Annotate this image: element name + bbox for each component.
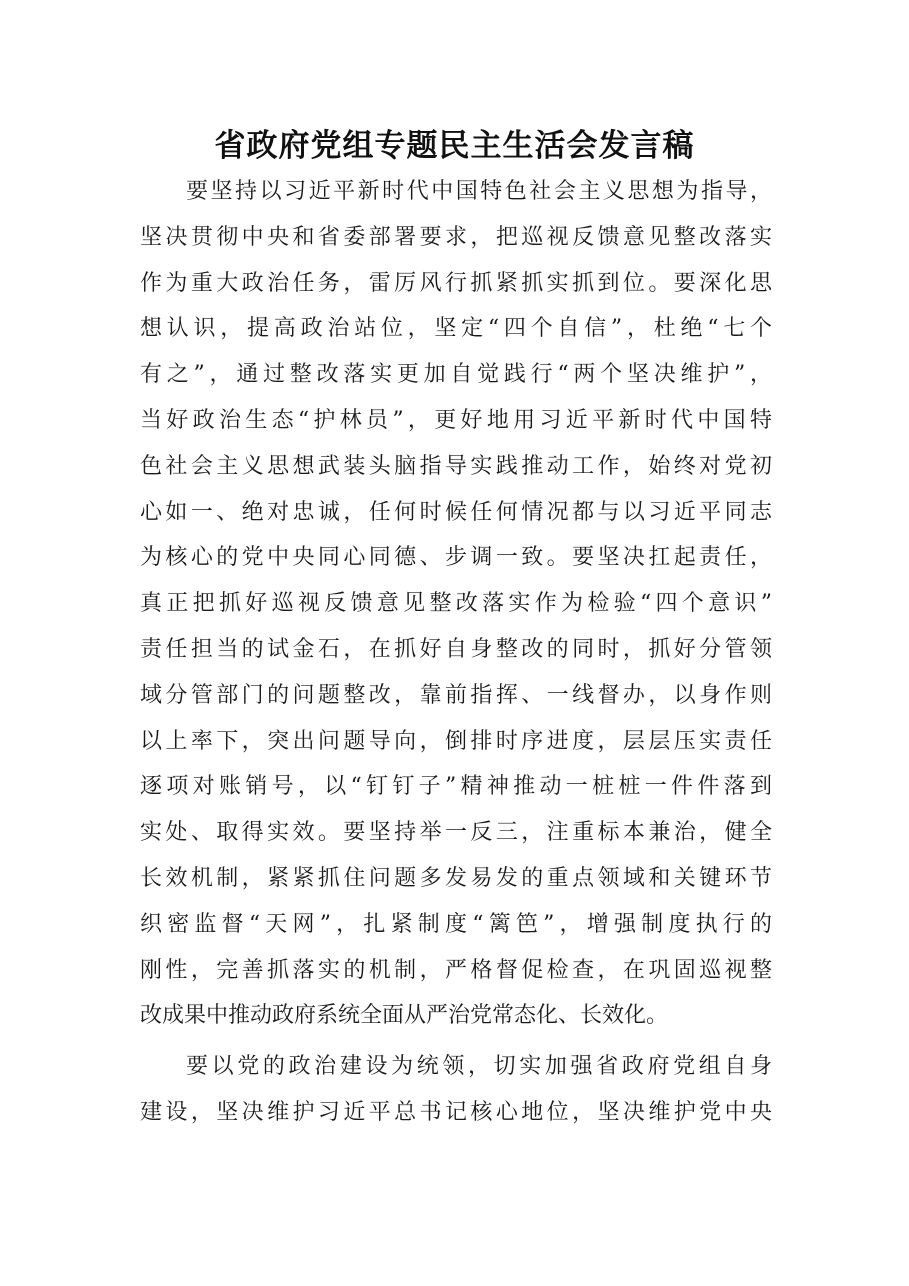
text-line: 色社会主义思想武装头脑指导实践推动工作，始终对党初 — [140, 453, 772, 479]
text-line: 逐项对账销号，以“钉钉子”精神推动一桩桩一件件落到 — [140, 774, 772, 800]
text-line: 实处、取得实效。要坚持举一反三，注重标本兼治，健全 — [140, 820, 772, 846]
text-line: 以上率下，突出问题导向，倒排时序进度，层层压实责任 — [140, 728, 772, 754]
text-line: 有之”，通过整改落实更加自觉践行“两个坚决维护”， — [140, 362, 772, 388]
text-line: 责任担当的试金石，在抓好自身整改的同时，抓好分管领 — [140, 636, 772, 662]
text-line: 坚决贯彻中央和省委部署要求，把巡视反馈意见整改落实 — [140, 224, 772, 250]
text-line: 当好政治生态“护林员”，更好地用习近平新时代中国特 — [140, 407, 772, 433]
text-line: 要坚持以习近平新时代中国特色社会主义思想为指导， — [186, 179, 772, 204]
text-line: 改成果中推动政府系统全面从严治党常态化、长效化。 — [140, 1003, 669, 1029]
text-line: 长效机制，紧紧抓住问题多发易发的重点领域和关键环节 — [140, 865, 772, 891]
text-line: 建设，坚决维护习近平总书记核心地位，坚决维护党中央 — [140, 1099, 772, 1125]
text-line: 要以党的政治建设为统领，切实加强省政府党组自身 — [186, 1054, 772, 1080]
text-line: 心如一、绝对忠诚，任何时候任何情况都与以习近平同志 — [140, 499, 772, 525]
paragraph-1 — [140, 169, 772, 1039]
document-title: 省政府党组专题民主生活会发言稿 — [214, 128, 695, 164]
text-line: 想认识，提高政治站位，坚定“四个自信”，杜绝“七个 — [140, 316, 772, 342]
text-line: 真正把抓好巡视反馈意见整改落实作为检验“四个意识” — [140, 591, 772, 617]
text-line: 织密监督“天网”，扎紧制度“篱笆”，增强制度执行的 — [140, 911, 772, 937]
paragraph-2 — [140, 1044, 772, 1136]
text-line: 域分管部门的问题整改，靠前指挥、一线督办，以身作则 — [140, 682, 772, 708]
text-line: 作为重大政治任务，雷厉风行抓紧抓实抓到位。要深化思 — [140, 270, 772, 296]
text-line: 刚性，完善抓落实的机制，严格督促检查，在巩固巡视整 — [140, 957, 772, 983]
text-line: 为核心的党中央同心同德、步调一致。要坚决扛起责任， — [140, 545, 772, 571]
document-body — [140, 169, 772, 1136]
